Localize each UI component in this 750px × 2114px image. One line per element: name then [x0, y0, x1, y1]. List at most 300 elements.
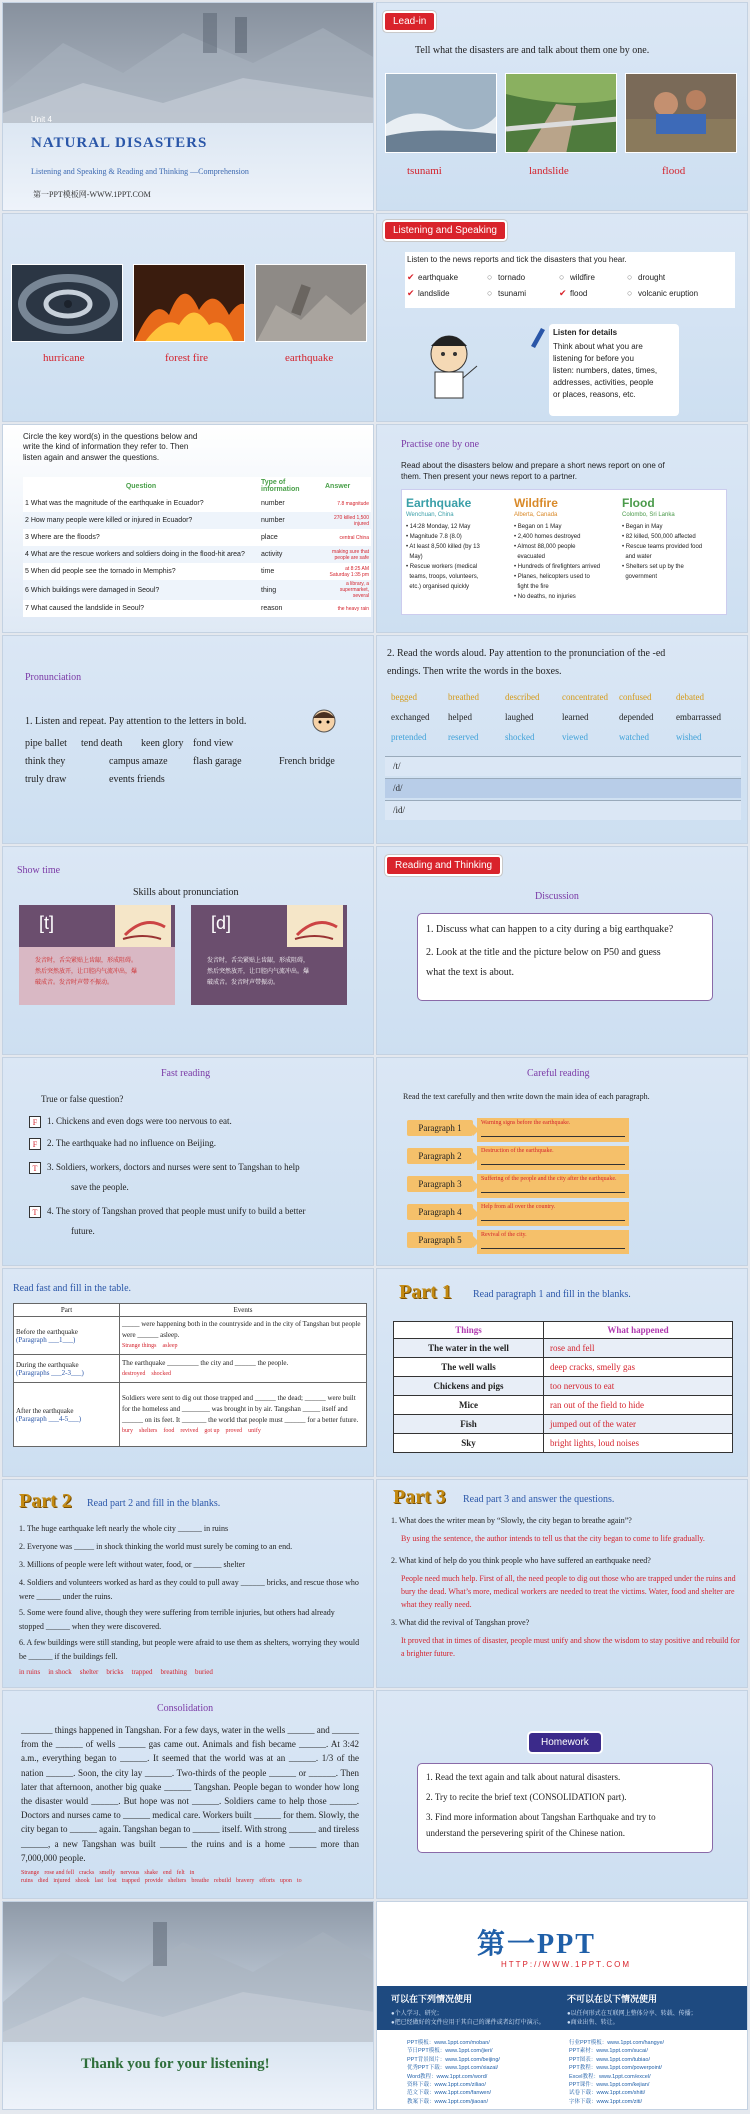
parts-events: [120, 1355, 367, 1383]
part1-row: [394, 1396, 733, 1415]
paragraph-label: Paragraph 4: [407, 1204, 473, 1220]
part2-item: 1. The huge earthquake left nearly the whole city ______ in ruins: [19, 1524, 229, 1533]
cons-answer: shake: [144, 1870, 158, 1876]
kw-answer: 270 killed 1,500 injured: [333, 514, 369, 527]
homework-item: 2. Try to recite the brief text (CONSOLIDATION part).: [426, 1792, 627, 1802]
ed-instruction-0: 2. Read the words aloud. Pay attention to the pronunciation of the -ed: [387, 648, 666, 659]
slide-fill-table: [2, 1268, 374, 1477]
tick-mark: ○: [559, 272, 565, 282]
part3-question: 1. What does the writer mean by “Slowly, the city began to breathe again”?: [391, 1516, 632, 1525]
event-answer: shelters: [139, 1427, 158, 1434]
cartoon-boy: [417, 326, 487, 406]
event-answers: [122, 1369, 364, 1380]
ed-instruction-1: endings. Then write the words in the boxes.: [387, 666, 562, 677]
ed-word: learned: [562, 712, 589, 722]
event-answer: got up: [204, 1427, 220, 1434]
kw-type: thing: [261, 586, 277, 594]
kw-answer: a library, a supermarket, several: [339, 581, 369, 599]
part3-answer: People need much help. First of all, the need people to dig out those who are trapped under the ruins and bury the dead. What’s more, medical workers are needed to treat the victims. Water, food and shelter are what they really need.: [401, 1574, 736, 1609]
tf-mark: T: [29, 1162, 41, 1174]
parts-row: [14, 1383, 367, 1447]
kw-answer: 7.8 magnitude: [337, 500, 369, 507]
part2-item: 5. Some were found alive, though they were suffering from terrible injuries, but others had already stopped ______ when they were discovered.: [19, 1608, 335, 1631]
idea-box: [477, 1118, 629, 1142]
kw-type: reason: [261, 605, 283, 612]
part-para: (Paragraphs ___2-3___): [16, 1368, 84, 1377]
tick-mark: ○: [487, 288, 493, 298]
part1-thing: Sky: [394, 1434, 544, 1453]
tick-mark: ✔: [559, 288, 567, 298]
part2-heading: Part 2: [19, 1490, 72, 1512]
part1-happened: deep cracks, smelly gas: [544, 1358, 733, 1377]
kw-header-row: [23, 477, 371, 495]
details-title: Listen for details: [553, 328, 618, 337]
tick-label: volcanic eruption: [638, 289, 699, 298]
idea-box: [477, 1146, 629, 1170]
template-link: 行业PPT模板：www.1ppt.com/hangye/: [569, 2040, 665, 2046]
cons-answer: breathe: [191, 1878, 210, 1884]
part1-thing: The well walls: [394, 1358, 544, 1377]
slide-lead-in: [376, 2, 748, 211]
card-line: government: [622, 574, 658, 580]
tick-label: tornado: [498, 273, 526, 282]
part1-thing: Fish: [394, 1415, 544, 1434]
details-box: [549, 324, 679, 416]
discussion-box: [417, 913, 713, 1001]
slide-practise: [376, 424, 748, 633]
slide-title: [2, 2, 374, 211]
part1-happened: rose and fell: [544, 1339, 733, 1358]
pron-word: think they: [25, 756, 66, 767]
ed-word: watched: [619, 732, 649, 742]
kw-type: number: [261, 517, 285, 524]
kw-row: [23, 546, 371, 563]
part2-title: Read part 2 and fill in the blanks.: [87, 1498, 221, 1509]
credit: 第一PPT模板网-WWW.1PPT.COM: [33, 190, 151, 199]
tsunami-photo: [385, 73, 497, 153]
template-link: PPT素材：www.1ppt.com/sucai/: [569, 2048, 648, 2055]
label-tsunami: tsunami: [407, 165, 442, 177]
label-flood: flood: [662, 165, 686, 177]
cons-answer: to: [296, 1878, 302, 1884]
slide-part1: [376, 1268, 748, 1477]
ed-word: concentrated: [562, 692, 608, 702]
pron-title: Pronunciation: [25, 672, 82, 683]
girl-icon: [309, 706, 339, 736]
idea-box: [477, 1174, 629, 1198]
part1-happened: too nervous to eat: [544, 1377, 733, 1396]
ipa-text: 发音时，舌尖紧贴上齿龈，形成阻碍。: [35, 958, 138, 964]
event-answer: destroyed: [122, 1370, 146, 1377]
cons-answer: upon: [279, 1878, 292, 1884]
pron-word: events friends: [109, 774, 165, 785]
idea-box: [477, 1230, 629, 1254]
ed-word: reserved: [448, 732, 479, 742]
ed-word: helped: [448, 712, 472, 722]
pencil-icon: [527, 324, 547, 350]
ipa-symbol: [d]: [211, 913, 232, 933]
card-line: • Magnitude 7.8 (8.0): [406, 534, 462, 540]
paragraph-label: Paragraph 2: [407, 1148, 473, 1164]
ed-word: pretended: [391, 732, 427, 742]
ipa-text: 然后突然放开，让口腔内气流冲出，爆: [35, 969, 138, 975]
kw-answer: central China: [339, 534, 369, 541]
parts-header: Events: [120, 1304, 367, 1317]
tf-text: 3. Soldiers, workers, doctors and nurses were sent to Tangshan to help: [47, 1162, 300, 1172]
kw-instruction-2: listen again and answer the questions.: [23, 453, 160, 462]
tf-mark: F: [29, 1138, 41, 1150]
consolidation-text: _______ things happened in Tangshan. For a few days, water in the wells ______ and ______ from the ______ of wells ______ gas came out. Animals and fish became ______. At 3:42 a.m., everything began to ______. It seemed that the world was at an ______. 1/3 of the nation ______. Soon, the city lay ______. Two-thirds of the people ______ or ______. Then later that afternoon, another big quake ______ Tangshan. People began to wonder how long the disaster would ______. But hope was not ______. Soldiers came to help those ______. Doctors and nurses came to ______ medical care. Workers built ______ for them. Slowly, the city began to ______ again. Tangshan began to ______ itself. With strong ______ and tireless ______, a new Tangshan was built ______ the ruins and is a home ______ more than 7,000,000 people.: [21, 1725, 359, 1863]
idea-box: [477, 1202, 629, 1226]
tf-cont: future.: [71, 1226, 95, 1236]
tf-text: 2. The earthquake had no influence on Beijing.: [47, 1138, 217, 1148]
parts-part: [14, 1317, 120, 1355]
card-line: • Hundreds of firefighters arrived: [514, 564, 601, 570]
discussion-item: 2. Look at the title and the picture below on P50 and guess: [426, 947, 661, 958]
kw-question: 4 What are the rescue workers and soldiers doing in the flood-hit area?: [25, 551, 245, 558]
kw-header: Answer: [325, 482, 351, 490]
cons-answer: lost: [108, 1878, 117, 1884]
kw-question: 2 How many people were killed or injured in Ecuador?: [25, 517, 193, 524]
cons-answer: cracks: [78, 1870, 95, 1876]
slide-fast-reading: [2, 1057, 374, 1266]
tick-mark: ○: [627, 288, 633, 298]
section-tag: Listening and Speaking: [385, 222, 505, 239]
part1-thing: Chickens and pigs: [394, 1377, 544, 1396]
label-hurricane: hurricane: [43, 352, 85, 364]
ed-box: [385, 800, 741, 820]
main-idea: Revival of the city.: [481, 1232, 527, 1238]
kw-instruction-1: write the kind of information they refer to. Then: [23, 442, 189, 451]
card-line: • Shelters set up by the: [622, 564, 684, 570]
paragraph-label: Paragraph 3: [407, 1176, 473, 1192]
event-text: The earthquake _________ the city and ______ the people.: [122, 1358, 289, 1367]
label-forest-fire: forest fire: [165, 352, 209, 364]
part3-heading: Part 3: [393, 1486, 446, 1508]
table-title: Read fast and fill in the table.: [13, 1283, 132, 1294]
card-line: • Almost 88,000 people: [514, 544, 576, 550]
event-answer: bury: [122, 1427, 133, 1434]
careful-title: Careful reading: [527, 1068, 590, 1079]
kw-header: Question: [125, 482, 157, 490]
part1-row: [394, 1434, 733, 1453]
show-title: Show time: [17, 865, 61, 876]
section-tag: Lead-in: [385, 13, 434, 30]
cons-answer: in ruins: [21, 1870, 195, 1884]
kw-type: time: [261, 568, 275, 575]
fast-sub: True or false question?: [41, 1094, 124, 1104]
pron-word: flash garage: [193, 756, 242, 767]
homework-item: understand the persevering spirit of the Chinese nation.: [426, 1828, 625, 1838]
ed-word: embarrassed: [676, 712, 721, 722]
discussion-item: what the text is about.: [426, 967, 515, 978]
slide-part2: [2, 1479, 374, 1688]
idea-line: [481, 1220, 625, 1221]
cards-wrap: [401, 489, 727, 615]
slide-show-time: [2, 846, 374, 1055]
tick-instruction: Listen to the news reports and tick the disasters that you hear.: [407, 255, 627, 264]
parts-events: [120, 1317, 367, 1355]
part3-question: 3. What did the revival of Tangshan prove?: [391, 1618, 530, 1627]
part2-item: 6. A few buildings were still standing, but people were afraid to use them as shelters, worrying they would be ______ if the buildings fell.: [19, 1638, 360, 1661]
template-link: PPT背景图片：www.1ppt.com/beijing/: [407, 2056, 500, 2063]
practise-instruction-0: Read about the disasters below and prepare a short news report on one of: [401, 461, 665, 470]
ipa-text: 破成音。发音时声带不振动。: [35, 980, 114, 986]
tick-label: earthquake: [418, 273, 459, 282]
main-idea: Destruction of the earthquake.: [481, 1148, 554, 1154]
template-link: PPT模板：www.1ppt.com/moban/: [407, 2040, 490, 2046]
part1-table: [393, 1321, 733, 1453]
main-idea: Warning signs before the earthquake.: [481, 1120, 571, 1126]
event-answer: unify: [248, 1427, 261, 1434]
template-link: 范文下载：www.1ppt.com/fanwen/: [407, 2090, 492, 2097]
part1-header: Things: [394, 1322, 544, 1339]
kw-type: place: [261, 534, 278, 541]
part2-item: 4. Soldiers and volunteers worked as hard as they could to pull away ______ bricks, and rescue those who were ______ under the ruins.: [19, 1578, 359, 1601]
parts-events: [120, 1383, 367, 1447]
cons-answer: shook: [75, 1878, 90, 1884]
discussion-item: 1. Discuss what can happen to a city during a big earthquake?: [426, 924, 674, 935]
details-line: or places, reasons, etc.: [553, 390, 636, 399]
card-name: Earthquake: [406, 496, 472, 510]
card-line: • No deaths, no injuries: [514, 594, 576, 600]
parts-header: Part: [14, 1304, 120, 1317]
ipa-text: 发音时，舌尖紧贴上齿龈，形成阻碍，: [207, 958, 310, 964]
event-answer: Strange things: [122, 1343, 157, 1349]
slide-listening: [376, 213, 748, 422]
parts-table: [13, 1303, 367, 1447]
cons-answer: nervous: [120, 1870, 140, 1876]
tick-mark: ✔: [407, 272, 415, 282]
usage-forbidden-line: ●以任何形式在互联网上整体分享、转载、传播；: [567, 2011, 697, 2017]
slide-pronunciation: [2, 635, 374, 844]
part-para: (Paragraph ___1___): [16, 1335, 76, 1344]
ipa-symbol: [t]: [39, 913, 55, 933]
event-text: _____ were happening both in the countryside and in the city of Tangshan but people were ______ asleep.: [122, 1320, 361, 1339]
cons-answer: rose and fell: [44, 1870, 74, 1876]
card-line: etc.) organised quickly: [406, 584, 470, 590]
practise-instruction-1: them. Then present your news report to a partner.: [401, 472, 577, 481]
idea-line: [481, 1136, 625, 1137]
part1-row: [394, 1339, 733, 1358]
template-link: 教案下载：www.1ppt.com/jiaoan/: [407, 2098, 488, 2105]
kw-answer: at 8:25 AM Saturday 1:35 pm: [329, 565, 369, 578]
part1-heading: Part 1: [399, 1281, 452, 1303]
kw-row: [23, 580, 371, 600]
parts-part: [14, 1355, 120, 1383]
earthquake-photo: [255, 264, 367, 342]
card-line: fight the fire: [514, 584, 549, 590]
cons-answer: injured: [53, 1878, 71, 1884]
logo-url: HTTP://WWW.1PPT.COM: [501, 1960, 631, 1969]
label-landslide: landslide: [529, 165, 569, 177]
cons-answer: rebuild: [214, 1878, 232, 1884]
card-line: evacuated: [514, 554, 546, 560]
part-name: After the earthquake: [16, 1406, 74, 1415]
pron-word: pipe ballet: [25, 738, 67, 749]
part2-answer: trapped: [131, 1668, 153, 1676]
ipa-text: 破成音。发音时声带振动。: [207, 980, 280, 986]
part1-tbl: [393, 1321, 733, 1453]
parts-row: [14, 1317, 367, 1355]
kw-answer: the heavy rain: [337, 605, 369, 612]
card-line: • 82 killed, 500,000 affected: [622, 534, 696, 540]
main-idea: Suffering of the people and the city after the earthquake.: [481, 1176, 617, 1182]
tf-text: 4. The story of Tangshan proved that people must unify to build a better: [47, 1206, 306, 1216]
cons-answer: shelters: [168, 1878, 187, 1884]
forest-fire-photo: [133, 264, 245, 342]
fast-title: Fast reading: [161, 1068, 211, 1079]
parts-row: [14, 1355, 367, 1383]
kw-question: 7 What caused the landslide in Seoul?: [25, 605, 145, 612]
details-line: Think about what you are: [553, 342, 643, 351]
event-answer: proved: [225, 1427, 243, 1434]
details-line: addresses, activities, people: [553, 378, 654, 387]
card-name: Flood: [622, 496, 655, 510]
card-line: and water: [622, 554, 652, 560]
part1-title: Read paragraph 1 and fill in the blanks.: [473, 1289, 631, 1300]
kw-answer: making sure that people are safe: [332, 548, 369, 561]
usage-allowed-line: ●个人学习、研究；: [391, 2011, 443, 2017]
hurricane-photo: [11, 264, 123, 342]
discussion-title: Discussion: [535, 891, 579, 902]
kw-question: 3 Where are the floods?: [25, 534, 100, 541]
ed-word: wished: [676, 732, 702, 742]
usage-allowed: 可以在下列情况使用: [391, 1994, 473, 2004]
flood-photo: [625, 73, 737, 153]
logo-text: 第一PPT: [477, 1929, 596, 1960]
ed-word: begged: [391, 692, 417, 702]
kw-row: [23, 512, 371, 529]
part-name: Before the earthquake: [16, 1327, 78, 1336]
rubble-photo: [3, 1902, 374, 2042]
ed-word: laughed: [505, 712, 534, 722]
paragraph-label: Paragraph 1: [407, 1120, 473, 1136]
slide-template-credit: [376, 1901, 748, 2110]
mouth-diagram-icon: [115, 905, 171, 947]
tick-mark: ○: [487, 272, 493, 282]
pron-line-0: 1. Listen and repeat. Pay attention to the letters in bold.: [25, 716, 247, 727]
kw-header: Type of information: [261, 479, 300, 493]
pron-word: keen glory: [141, 738, 184, 749]
tf-text: 1. Chickens and even dogs were too nervous to eat.: [47, 1116, 232, 1126]
kw-type: activity: [261, 551, 283, 558]
usage-allowed-line: ●把已经做好的文件应用于其自己的课件或者幻灯中演示。: [391, 2020, 545, 2026]
cons-answer: smelly: [99, 1870, 116, 1876]
template-link: 节日PPT模板：www.1ppt.com/jieri/: [407, 2048, 493, 2055]
ipa-card-top: [191, 905, 347, 947]
rubble-photo: [3, 3, 374, 123]
tick-label: tsunami: [498, 289, 527, 298]
template-link: PPT课件：www.1ppt.com/kejian/: [569, 2082, 650, 2088]
part2-item: 3. Millions of people were left without water, food, or _______ shelter: [19, 1560, 245, 1569]
ed-word: described: [505, 692, 540, 702]
part2-answer: buried: [194, 1668, 213, 1676]
card-place: Colombo, Sri Lanka: [622, 512, 675, 518]
part3-question: 2. What kind of help do you think people who have suffered an earthquake need?: [391, 1556, 651, 1565]
usage-forbidden: 不可以在以下情况使用: [567, 1994, 658, 2004]
kw-question: 1 What was the magnitude of the earthquake in Ecuador?: [25, 500, 204, 507]
part1-thing: The water in the well: [394, 1339, 544, 1358]
card-line: • 14:28 Monday, 12 May: [406, 524, 471, 530]
part2-answers: [19, 1668, 361, 1676]
card-place: Alberta, Canada: [514, 512, 558, 518]
kw-type: number: [261, 500, 285, 507]
kw-row: [23, 563, 371, 580]
tf-mark: F: [29, 1116, 41, 1128]
card-line: teams, troops, volunteers,: [406, 574, 479, 580]
ed-box-label: /id/: [393, 805, 406, 815]
ed-box-label: /t/: [393, 761, 401, 771]
kw-instruction-0: Circle the key word(s) in the questions below and: [23, 432, 198, 441]
part1-happened: bright lights, loud noises: [544, 1434, 733, 1453]
slide-consolidation: [2, 1690, 374, 1899]
homework-item: 1. Read the text again and talk about natural disasters.: [426, 1772, 621, 1782]
subtitle: Listening and Speaking & Reading and Thinking —Comprehension: [31, 167, 249, 176]
careful-instruction: Read the text carefully and then write down the main idea of each paragraph.: [403, 1092, 650, 1101]
template-link: 字体下载：www.1ppt.com/ziti/: [569, 2098, 643, 2105]
template-link: 资料下载：www.1ppt.com/ziliao/: [407, 2082, 486, 2088]
card-line: • Began in May: [622, 524, 663, 530]
kw-row: [23, 529, 371, 546]
slide-key-words: [2, 424, 374, 633]
practise-title: Practise one by one: [401, 439, 480, 450]
part1-happened: ran out of the field to hide: [544, 1396, 733, 1415]
part3-title: Read part 3 and answer the questions.: [463, 1494, 615, 1505]
card-line: • Rescue workers (medical: [406, 564, 478, 570]
event-answer: asleep: [162, 1343, 178, 1349]
part3-answer: It proved that in times of disaster, people must unify and show the wisdom to stay positive and rebuild for a brighter future.: [401, 1636, 740, 1658]
event-answer: food: [163, 1427, 175, 1434]
ipa-card-top: [19, 905, 175, 947]
part2-answer: bricks: [106, 1668, 124, 1676]
tick-label: flood: [570, 289, 588, 298]
ipa-card: [191, 905, 347, 1005]
kw-question: 5 When did people see the tornado in Memphis?: [25, 568, 176, 575]
card-line: • 2,400 homes destroyed: [514, 534, 581, 540]
tick-label: landslide: [418, 289, 450, 298]
idea-line: [481, 1192, 625, 1193]
details-line: listen: numbers, dates, times,: [553, 366, 658, 375]
tick-mark: ○: [627, 272, 633, 282]
part1-header-row: [394, 1322, 733, 1339]
ed-word: exchanged: [391, 712, 430, 722]
homework-item: 3. Find more information about Tangshan Earthquake and try to: [426, 1812, 656, 1822]
part1-happened: jumped out of the water: [544, 1415, 733, 1434]
event-answers: [122, 1426, 364, 1437]
ipa-text: 然后突然放开，让口腔内气流冲出。爆: [207, 969, 310, 975]
label-earthquake: earthquake: [285, 352, 334, 364]
template-link: Word教程：www.1ppt.com/word/: [407, 2073, 488, 2080]
cons-answer: trapped: [121, 1878, 140, 1884]
slide-title-text: NATURAL DISASTERS: [31, 135, 208, 151]
card-line: • Rescue teams provided food: [622, 544, 703, 550]
template-link: 优秀PPT下载：www.1ppt.com/xiazai/: [407, 2065, 499, 2072]
template-link: Excel教程：www.1ppt.com/excel/: [569, 2073, 651, 2080]
part2-answer: in shock: [48, 1668, 72, 1676]
kw-row: [23, 495, 371, 512]
pron-word: campus amaze: [109, 756, 168, 767]
ed-word: breathed: [448, 692, 479, 702]
parts-header-row: [14, 1304, 367, 1317]
kw-question: 6 Which buildings were damaged in Seoul?: [25, 586, 160, 594]
tick-label: drought: [638, 273, 666, 282]
kw-row: [23, 600, 371, 617]
cons-answer: end: [162, 1870, 172, 1876]
key-words-table: [23, 477, 371, 617]
pron-word: fond view: [193, 738, 234, 749]
thanks-text: Thank you for your listening!: [81, 2056, 270, 2072]
